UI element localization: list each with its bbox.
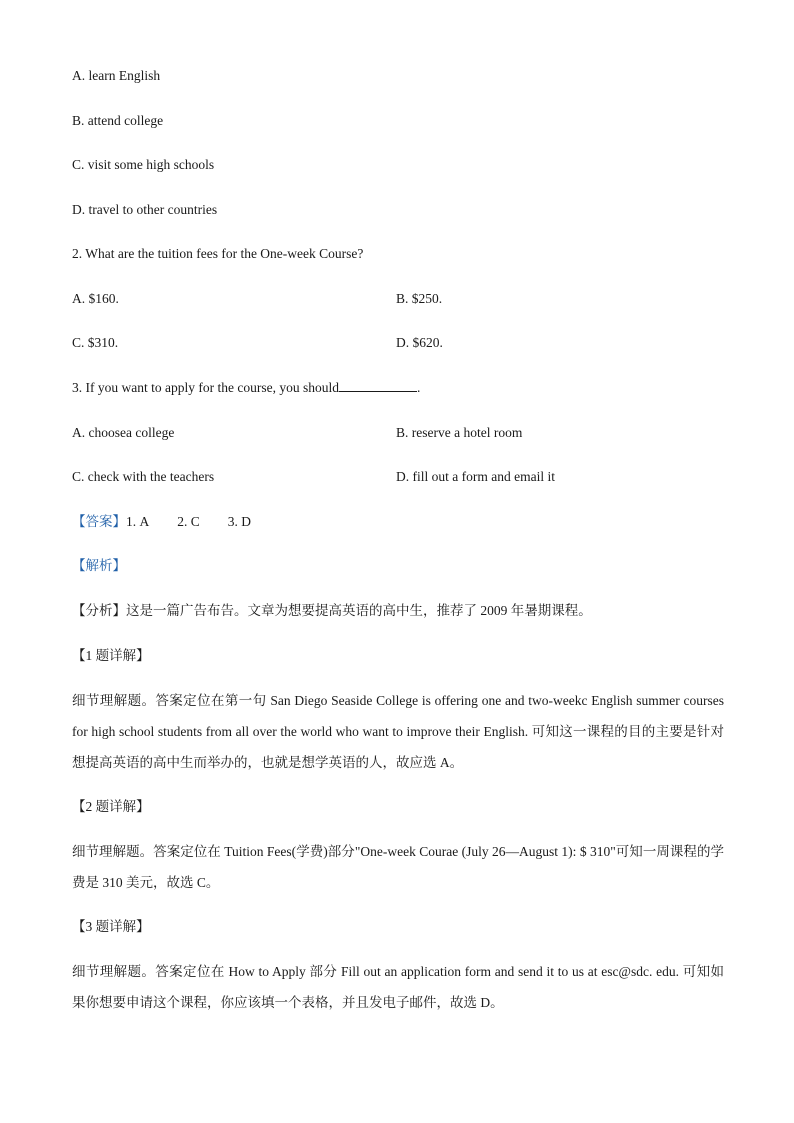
answer-blank: [339, 379, 417, 392]
q2-stem: 2. What are the tuition fees for the One-week Course?: [72, 246, 364, 261]
q1-option-b: B. attend college: [72, 113, 164, 128]
q2-option-a: A. $160.: [72, 291, 119, 306]
summary-line: [72, 602, 592, 620]
answer-2: 2. C: [177, 514, 200, 529]
q1-option-a: A. learn English: [72, 68, 161, 83]
detail-3-heading: 【3 题详解】: [72, 919, 150, 934]
q3-stem-text: 3. If you want to apply for the course, you should: [72, 380, 339, 395]
q2-option-c: C. $310.: [72, 335, 119, 350]
answer-3: 3. D: [227, 514, 252, 529]
detail-2-heading: 【2 题详解】: [72, 799, 150, 814]
detail-3-text: 细节理解题。答案定位在 How to Apply 部分 Fill out an application form and send it to us at esc@sdc. edu. 可知如果你想要申请这个课程，你应该填一个表格，并且发电子邮件，故选 D。: [72, 964, 724, 1010]
summary-tag: 【分析】: [72, 603, 126, 618]
q1-option-c: C. visit some high schools: [72, 157, 215, 172]
q3-stem-end: .: [416, 380, 421, 395]
detail-1-heading: 【1 题详解】: [72, 648, 150, 663]
detail-1-text: 细节理解题。答案定位在第一句 San Diego Seaside College is offering one and two-weekc English summer courses for high school students from all over the world who want to improve their English. 可知这一课程的目的主要是针对想提高英语的高中生而举办的，也就是想学英语的人，故应选 A。: [72, 693, 724, 770]
summary-text: 这是一篇广告布告。文章为想要提高英语的高中生，推荐了 2009 年暑期课程。: [126, 603, 592, 618]
q2-option-d: D. $620.: [396, 335, 443, 350]
q3-stem: [72, 379, 420, 397]
q3-option-d: D. fill out a form and email it: [396, 469, 555, 484]
q3-option-b: B. reserve a hotel room: [396, 425, 523, 440]
q3-option-c: C. check with the teachers: [72, 469, 215, 484]
detail-2-text: 细节理解题。答案定位在 Tuition Fees(学费)部分"One-week Courae (July 26—August 1): $ 310"可知一周课程的学费是 310 美元，故选 C。: [72, 844, 724, 890]
analysis-tag: 【解析】: [72, 558, 126, 573]
answer-1: 1. A: [126, 514, 150, 529]
answer-line: [72, 513, 251, 531]
q2-option-b: B. $250.: [396, 291, 443, 306]
q1-option-d: D. travel to other countries: [72, 202, 218, 217]
answer-tag: 【答案】: [72, 514, 126, 529]
q3-option-a: A. choosea college: [72, 425, 175, 440]
